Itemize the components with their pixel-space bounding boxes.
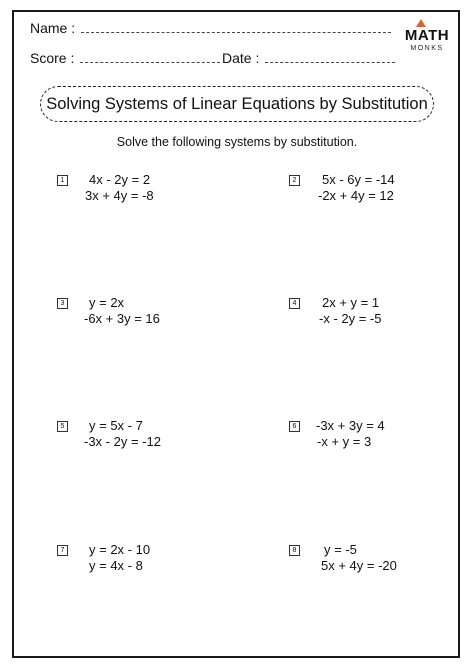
- problem-number-box: 3: [57, 298, 68, 309]
- problem-1: [57, 172, 227, 212]
- problem-2: [289, 172, 459, 212]
- problem-number-box: 1: [57, 175, 68, 186]
- score-blank-line[interactable]: [80, 61, 220, 63]
- problem-equation-1: 5x - 6y = -14: [322, 172, 395, 187]
- worksheet-title: Solving Systems of Linear Equations by Substitution: [46, 94, 428, 113]
- problem-number-box: 5: [57, 421, 68, 432]
- logo-sub-text: MONKS: [410, 45, 444, 52]
- problem-number-box: 7: [57, 545, 68, 556]
- date-blank-line[interactable]: [265, 61, 395, 63]
- math-monks-logo: [404, 28, 450, 54]
- logo-triangle-icon: [416, 19, 426, 27]
- date-field[interactable]: [222, 50, 395, 66]
- problem-equation-2: -2x + 4y = 12: [318, 188, 394, 203]
- problem-4: [289, 295, 459, 335]
- date-label: Date :: [222, 50, 260, 66]
- problem-3: [57, 295, 227, 335]
- name-blank-line[interactable]: [81, 31, 391, 33]
- problem-equation-1: y = 5x - 7: [89, 418, 143, 433]
- problem-5: [57, 418, 227, 458]
- problem-equation-1: y = -5: [324, 542, 357, 557]
- name-field[interactable]: [30, 20, 391, 36]
- problem-equation-2: -x + y = 3: [317, 434, 372, 449]
- problem-8: [289, 542, 459, 582]
- problem-equation-2: -6x + 3y = 16: [84, 311, 160, 326]
- problem-equation-2: y = 4x - 8: [89, 558, 143, 573]
- problem-number-box: 2: [289, 175, 300, 186]
- problem-7: [57, 542, 227, 582]
- problem-equation-1: y = 2x - 10: [89, 542, 151, 557]
- problem-equation-1: y = 2x: [89, 295, 125, 310]
- problem-number-box: 8: [289, 545, 300, 556]
- name-label: Name :: [30, 20, 76, 36]
- problem-equation-2: -3x - 2y = -12: [84, 434, 161, 449]
- problem-equation-2: -x - 2y = -5: [319, 311, 382, 326]
- logo-main-text: MATH: [404, 27, 450, 44]
- instruction-text: Solve the following systems by substitution.: [116, 135, 358, 149]
- problem-number-box: 4: [289, 298, 300, 309]
- problem-6: [289, 418, 459, 458]
- problem-number-box: 6: [289, 421, 300, 432]
- worksheet-title-box: [40, 86, 434, 122]
- problem-equation-1: 4x - 2y = 2: [89, 172, 151, 187]
- problem-equation-2: 3x + 4y = -8: [85, 188, 154, 203]
- score-field[interactable]: [30, 50, 220, 66]
- problem-equation-1: 2x + y = 1: [322, 295, 380, 310]
- problem-equation-2: 5x + 4y = -20: [321, 558, 397, 573]
- problem-equation-1: -3x + 3y = 4: [316, 418, 385, 433]
- score-label: Score :: [30, 50, 75, 66]
